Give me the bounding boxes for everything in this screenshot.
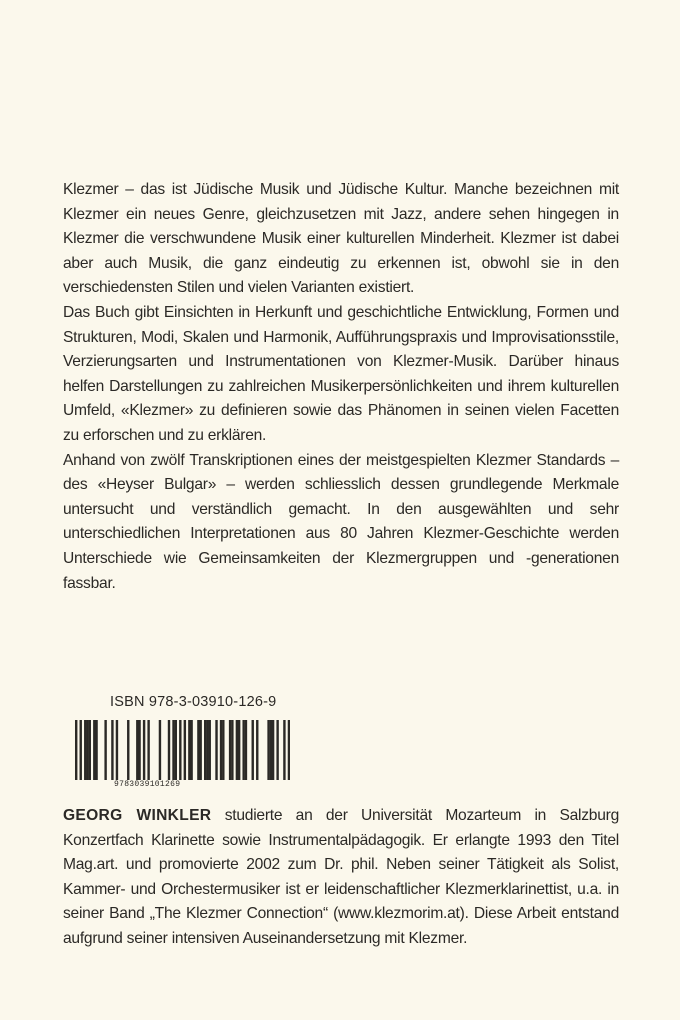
barcode-bar <box>209 720 211 780</box>
barcode-bar <box>104 720 106 780</box>
barcode-bar <box>80 720 82 780</box>
barcode-bar <box>199 720 201 780</box>
barcode-bar <box>184 720 186 780</box>
barcode-bar <box>245 720 247 780</box>
barcode <box>75 720 290 790</box>
barcode-bar <box>168 720 170 780</box>
barcode-bar <box>206 720 208 780</box>
barcode-bar <box>236 720 238 780</box>
barcode-bar <box>136 720 138 780</box>
barcode-bar <box>127 720 129 780</box>
isbn-label: ISBN 978-3-03910-126-9 <box>110 694 277 710</box>
barcode-number: 9783039101269 <box>114 780 181 789</box>
blurb-paragraph-3: Anhand von zwölf Transkriptionen eines der meistgespielten Klezmer Standards – des «Heyser Bulgar» – werden schliesslich dessen grundlegende Merkmale untersucht und verständlich gemacht. In den ausgewählten und sehr unterschiedlichen Interpretationen aus 80 Jahren Klezmer-Geschichte werden Unterschiede wie Gemeinsamkeiten der Klezmergruppen und -generationen fassbar. <box>63 451 619 592</box>
barcode-bars <box>75 720 290 780</box>
barcode-bar <box>190 720 192 780</box>
barcode-bar <box>283 720 285 780</box>
barcode-bar <box>204 720 206 780</box>
barcode-bar <box>231 720 233 780</box>
blurb-paragraph-1: Klezmer – das ist Jüdische Musik und Jüdische Kultur. Manche bezeichnen mit Klezmer ein neues Genre, gleichzusetzen mit Jazz, andere sehen hingegen in Klezmer die verschwundene Musik einer kulturellen Minderheit. Klezmer ist dabei aber auch Musik, die ganz eindeutig zu erkennen ist, obwohl sie in den verschiedensten Stilen und vielen Varianten existiert. <box>63 181 619 297</box>
barcode-bar <box>86 720 88 780</box>
blurb-paragraph-2: Das Buch gibt Einsichten in Herkunft und geschichtliche Entwicklung, Formen und Strukturen, Modi, Skalen und Harmonik, Aufführungspraxis und Improvisationsstile, Verzierungsarten und Instrumentationen von Klezmer-Musik. Darüber hinaus helfen Darstellungen zu zahlreichen Musikerpersönlichkeiten und ihrem kulturellen Umfeld, «Klezmer» zu definieren sowie das Phänomen in seinen vielen Facetten zu erforschen und zu erklären. <box>63 303 619 444</box>
barcode-bar <box>272 720 274 780</box>
author-name: GEORG WINKLER <box>63 807 212 824</box>
author-bio-text: studierte an der Universität Mozarteum in Salzburg Konzertfach Klarinette sowie Instrumentalpädagogik. Er erlangte 1993 den Titel Mag.art. und promovierte 2002 zum Dr. phil. Neben seiner Tätigkeit als Solist, Kammer- und Orchestermusiker ist er leidenschaftlicher Klezmerklarinettist, u.a. in seiner Band „The Klezmer Connection“ (www.klezmorim.at). Diese Arbeit entstand aufgrund seiner intensiven Auseinandersetzung mit Klezmer. <box>63 807 619 947</box>
barcode-bar <box>93 720 95 780</box>
barcode-bar <box>116 720 118 780</box>
barcode-bar <box>159 720 161 780</box>
barcode-bar <box>220 720 222 780</box>
barcode-bar <box>95 720 97 780</box>
barcode-bar <box>172 720 174 780</box>
barcode-bar <box>188 720 190 780</box>
barcode-bar <box>256 720 258 780</box>
barcode-bar <box>270 720 272 780</box>
barcode-bar <box>197 720 199 780</box>
barcode-bar <box>111 720 113 780</box>
barcode-bar <box>143 720 145 780</box>
barcode-bar <box>267 720 269 780</box>
barcode-bar <box>229 720 231 780</box>
barcode-bar <box>147 720 149 780</box>
blurb-text <box>63 178 619 596</box>
barcode-bar <box>138 720 140 780</box>
barcode-bar <box>242 720 244 780</box>
barcode-bar <box>288 720 290 780</box>
barcode-bar <box>84 720 86 780</box>
barcode-bar <box>175 720 177 780</box>
barcode-bar <box>238 720 240 780</box>
barcode-bar <box>222 720 224 780</box>
barcode-bar <box>179 720 181 780</box>
author-bio <box>63 804 619 952</box>
barcode-bar <box>89 720 91 780</box>
barcode-bar <box>215 720 217 780</box>
barcode-bar <box>276 720 278 780</box>
barcode-bar <box>75 720 77 780</box>
barcode-bar <box>252 720 254 780</box>
